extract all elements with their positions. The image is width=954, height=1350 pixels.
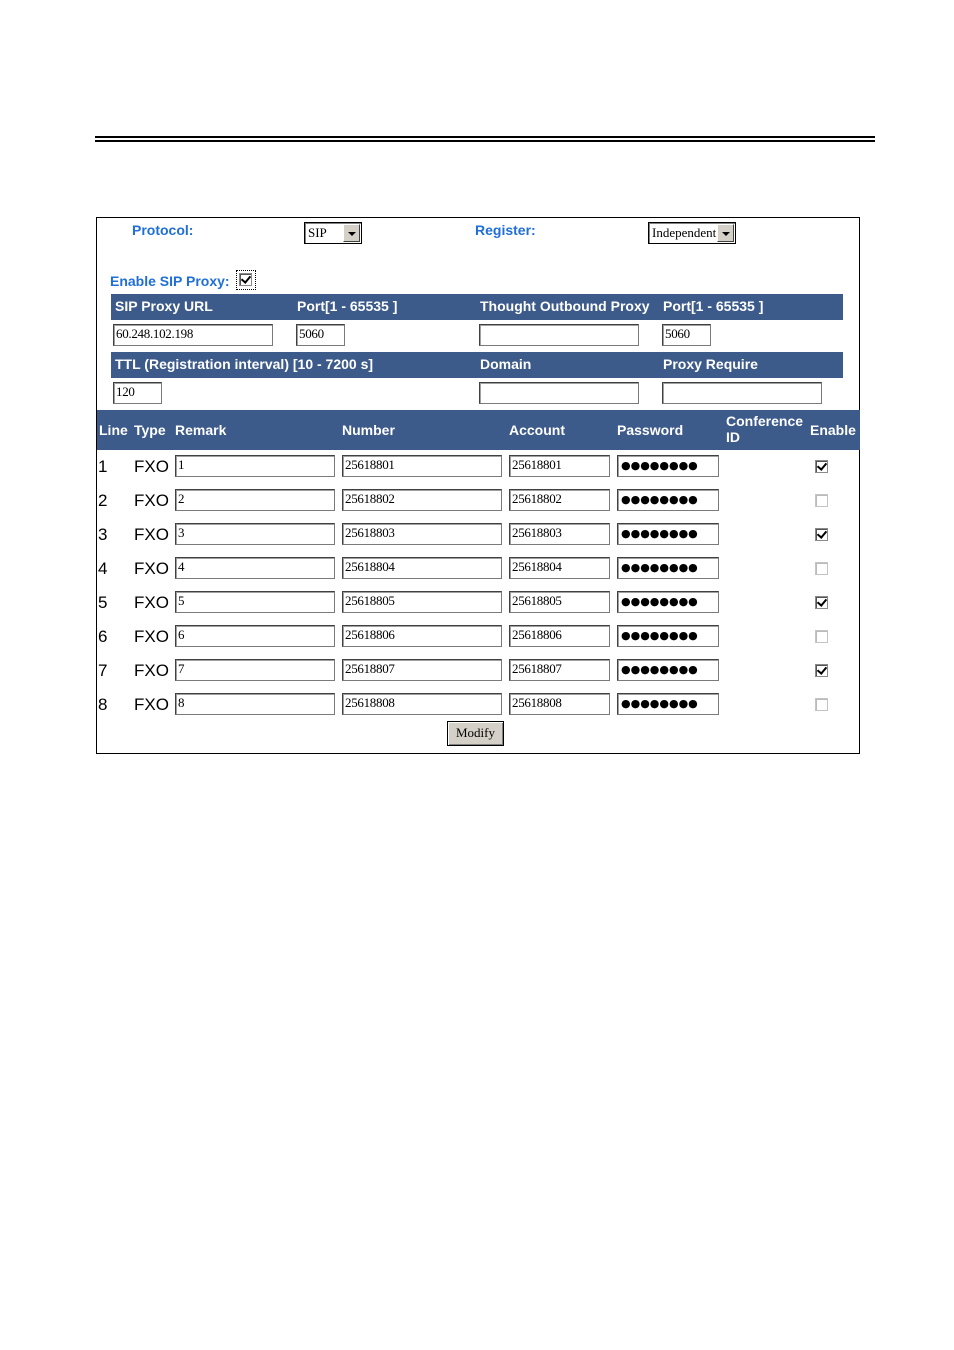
remark-input[interactable]: 5 [175,591,335,613]
header-ttl: TTL (Registration interval) [10 - 7200 s] [115,356,374,372]
lines-header-bar [97,410,860,450]
line-type: FXO [134,525,169,544]
password-input[interactable]: ●●●●●●●● [617,625,719,647]
line-type: FXO [134,661,169,680]
header-remark: Remark [175,422,227,438]
number-input[interactable]: 25618806 [342,625,502,647]
header-outbound-port: Port[1 - 65535 ] [663,298,764,314]
header-account: Account [509,422,565,438]
header-outbound-proxy: Thought Outbound Proxy [480,298,650,314]
number-input[interactable]: 25618807 [342,659,502,681]
password-input[interactable]: ●●●●●●●● [617,557,719,579]
top-rule-thick [95,136,875,138]
sip-settings-panel [96,217,860,754]
protocol-select[interactable] [304,222,362,244]
header-type: Type [134,422,166,438]
enable-sip-proxy-focus [236,270,256,290]
password-input[interactable]: ●●●●●●●● [617,455,719,477]
account-input[interactable]: 25618804 [509,557,610,579]
enable-checkbox[interactable] [815,494,828,507]
password-input[interactable]: ●●●●●●●● [617,659,719,681]
number-input[interactable]: 25618802 [342,489,502,511]
line-type: FXO [134,491,169,510]
remark-input[interactable]: 7 [175,659,335,681]
password-input[interactable]: ●●●●●●●● [617,591,719,613]
password-input[interactable]: ●●●●●●●● [617,489,719,511]
header-password: Password [617,422,684,438]
line-number: 7 [98,661,108,680]
register-label: Register: [475,222,536,238]
line-number: 1 [98,457,108,476]
header-enable: Enable [810,422,856,438]
enable-checkbox[interactable] [815,698,828,711]
line-number: 5 [98,593,108,612]
account-input[interactable]: 25618801 [509,455,610,477]
sip-proxy-port-input[interactable]: 5060 [296,324,345,346]
password-input[interactable]: ●●●●●●●● [617,693,719,715]
account-input[interactable]: 25618802 [509,489,610,511]
enable-checkbox[interactable] [815,562,828,575]
account-input[interactable]: 25618803 [509,523,610,545]
line-type: FXO [134,627,169,646]
password-input[interactable]: ●●●●●●●● [617,523,719,545]
header-number: Number [342,422,395,438]
line-number: 2 [98,491,108,510]
remark-input[interactable]: 4 [175,557,335,579]
sip-proxy-url-input[interactable]: 60.248.102.198 [113,324,273,346]
remark-input[interactable]: 6 [175,625,335,647]
number-input[interactable]: 25618805 [342,591,502,613]
top-rule-thin [95,140,875,142]
proxy-header-bar [111,294,843,320]
header-line: Line [99,422,128,438]
line-type: FXO [134,695,169,714]
register-select[interactable] [648,222,736,244]
remark-input[interactable]: 1 [175,455,335,477]
protocol-select-value: SIP [308,225,327,240]
protocol-label: Protocol: [132,222,194,238]
account-input[interactable]: 25618806 [509,625,610,647]
ttl-input[interactable]: 120 [113,382,162,404]
header-proxy-require: Proxy Require [663,356,758,372]
number-input[interactable]: 25618801 [342,455,502,477]
domain-input[interactable] [479,382,639,404]
line-type: FXO [134,593,169,612]
proxy-require-input[interactable] [662,382,822,404]
outbound-proxy-input[interactable] [479,324,639,346]
remark-input[interactable]: 3 [175,523,335,545]
header-proxy-port: Port[1 - 65535 ] [297,298,398,314]
account-input[interactable]: 25618807 [509,659,610,681]
number-input[interactable]: 25618804 [342,557,502,579]
line-number: 4 [98,559,108,578]
ttl-header-bar [111,352,843,378]
modify-button[interactable]: Modify [447,721,504,746]
outbound-proxy-port-input[interactable]: 5060 [662,324,711,346]
remark-input[interactable]: 2 [175,489,335,511]
enable-checkbox[interactable] [815,596,828,609]
line-number: 6 [98,627,108,646]
line-type: FXO [134,559,169,578]
line-type: FXO [134,457,169,476]
chevron-down-icon[interactable] [717,224,734,242]
chevron-down-icon[interactable] [343,224,360,242]
enable-checkbox[interactable] [815,630,828,643]
register-select-value: Independent [652,225,717,240]
header-conference-id: Conference ID [726,413,804,445]
number-input[interactable]: 25618803 [342,523,502,545]
enable-sip-proxy-checkbox[interactable] [239,273,252,286]
number-input[interactable]: 25618808 [342,693,502,715]
account-input[interactable]: 25618808 [509,693,610,715]
line-number: 8 [98,695,108,714]
account-input[interactable]: 25618805 [509,591,610,613]
enable-checkbox[interactable] [815,460,828,473]
remark-input[interactable]: 8 [175,693,335,715]
header-sip-proxy-url: SIP Proxy URL [115,298,213,314]
line-number: 3 [98,525,108,544]
enable-sip-proxy-label: Enable SIP Proxy: [110,273,230,289]
enable-checkbox[interactable] [815,664,828,677]
header-domain: Domain [480,356,532,372]
enable-checkbox[interactable] [815,528,828,541]
